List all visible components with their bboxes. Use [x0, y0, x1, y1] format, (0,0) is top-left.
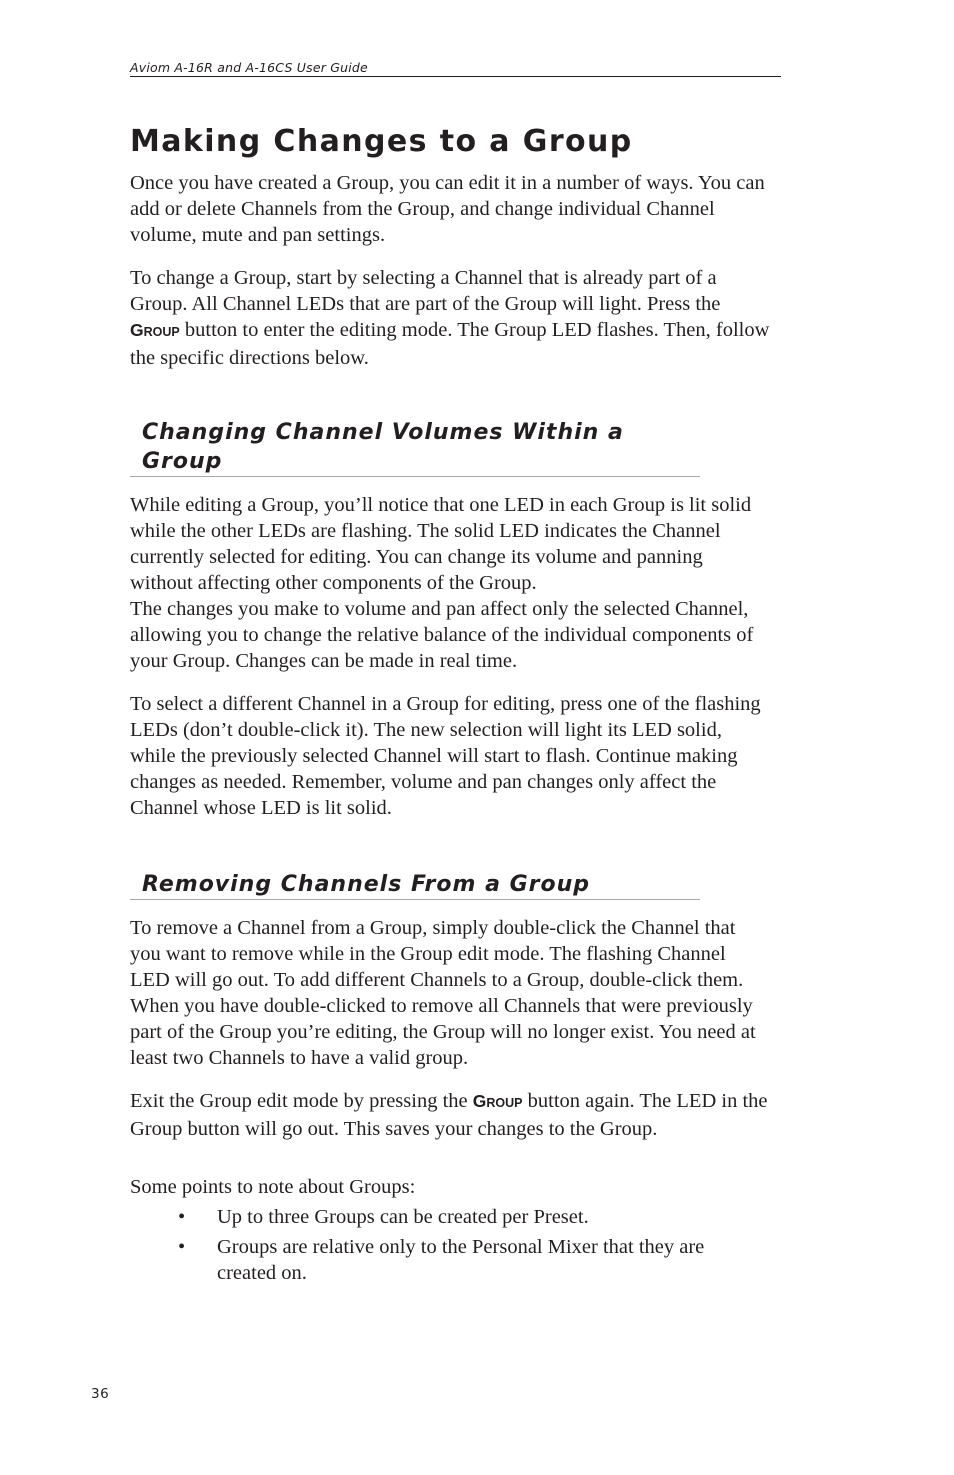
page-number: 36 — [91, 1386, 110, 1402]
list-item-text: Groups are relative only to the Personal Mixer that they are created on. — [217, 1236, 705, 1284]
volumes-paragraph: While editing a Group, you’ll notice that one LED in each Group is lit solid while the other LEDs are flashing. The solid LED indicates the Channel currently selected for editing. You can change its volume and panning without affecting other components of the Group. — [130, 494, 752, 594]
intro-text-after: button to enter the editing mode. The Group LED flashes. Then, follow the specific directions below. — [130, 319, 770, 369]
volumes-paragraph-select: To select a different Channel in a Group for editing, press one of the flashing LEDs (don’t double-click it). The new selection will light its LED solid, while the previously selected Channel will start to flash. Continue making changes as needed. Remember, volume and pan changes only affect the Channel whose LED is lit solid. — [130, 693, 761, 819]
list-item — [130, 1204, 717, 1230]
running-header: Aviom A-16R and A-16CS User Guide — [130, 60, 781, 77]
page-title: Making Changes to a Group — [130, 124, 633, 159]
exit-text-after: button again. The LED in the Group button will go out. This saves your changes to the Group. — [130, 1090, 768, 1140]
page-content — [130, 122, 770, 1290]
bullet: • — [178, 1206, 186, 1228]
section-heading-removing: Removing Channels From a Group — [130, 870, 700, 900]
list-item-text: Up to three Groups can be created per Preset. — [217, 1206, 589, 1228]
exit-text-before: Exit the Group edit mode by pressing the — [130, 1090, 473, 1112]
notes-intro: Some points to note about Groups: — [130, 1176, 416, 1198]
removing-paragraph-exit — [130, 1088, 770, 1142]
group-button-label: GROUP — [472, 1091, 523, 1111]
removing-paragraph: To remove a Channel from a Group, simply double-click the Channel that you want to remove while in the Group edit mode. The flashing Channel LED will go out. To add different Channels to a Group, double-click them. When you have double-clicked to remove all Channels that were previously part of the Group you’re editing, the Group will no longer exist. You need at least two Channels to have a valid group. — [130, 917, 756, 1069]
group-button-label: GROUP — [130, 320, 180, 340]
intro-paragraph-group-button — [130, 265, 770, 371]
bullet: • — [178, 1236, 186, 1258]
intro-paragraph: Once you have created a Group, you can edit it in a number of ways. You can add or delete Channels from the Group, and change individual Channel volume, mute and pan settings. — [130, 172, 765, 246]
list-item — [130, 1234, 717, 1286]
section-heading-volumes: Changing Channel Volumes Within a Group — [130, 418, 700, 477]
intro-text-before: To change a Group, start by selecting a Channel that is already part of a Group. All Channel LEDs that are part of the Group will light. Press the — [130, 267, 721, 315]
volumes-paragraph-balance: The changes you make to volume and pan affect only the selected Channel, allowing you to change the relative balance of the individual components of your Group. Changes can be made in real time. — [130, 598, 754, 672]
notes-list — [130, 1204, 770, 1286]
